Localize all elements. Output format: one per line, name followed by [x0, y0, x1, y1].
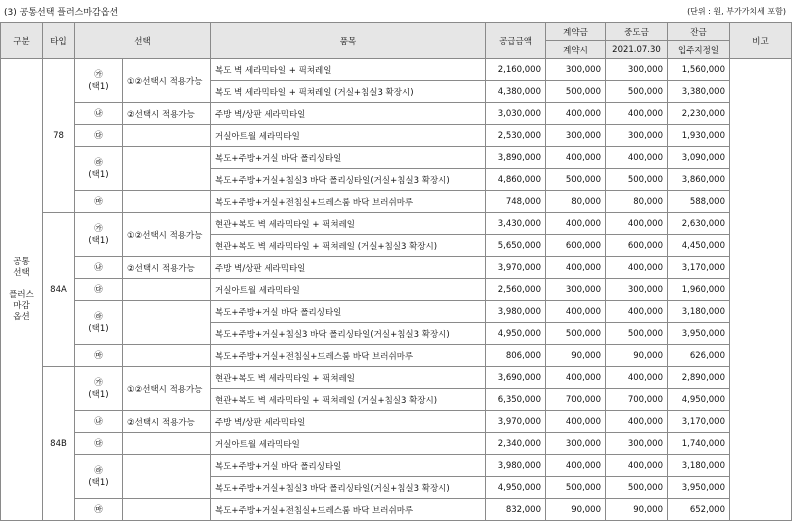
supply-amount-cell: 3,980,000 — [486, 455, 546, 477]
contract-amount-cell: 300,000 — [546, 59, 606, 81]
contract-amount-cell: 400,000 — [546, 147, 606, 169]
balance-amount-cell: 3,090,000 — [668, 147, 730, 169]
contract-amount-cell: 400,000 — [546, 257, 606, 279]
item-cell: 복도+주방+거실+전침실+드레스룸 바닥 브러쉬마루 — [211, 191, 486, 213]
option-note: ①②선택시 적용가능 — [123, 59, 211, 103]
middle-amount-cell: 600,000 — [606, 235, 668, 257]
contract-amount-cell: 500,000 — [546, 477, 606, 499]
option-ma — [75, 191, 123, 213]
balance-amount-cell: 1,740,000 — [668, 433, 730, 455]
item-cell: 복도 벽 세라믹타일 + 픽쳐레일 — [211, 59, 486, 81]
middle-amount-cell: 500,000 — [606, 169, 668, 191]
middle-amount-cell: 400,000 — [606, 367, 668, 389]
supply-amount-cell: 4,950,000 — [486, 323, 546, 345]
supply-amount-cell: 2,530,000 — [486, 125, 546, 147]
item-cell: 현관+복도 벽 세라믹타일 + 픽쳐레일 — [211, 367, 486, 389]
item-cell: 복도+주방+거실+침실3 바닥 폴리싱타일(거실+침실3 확장시) — [211, 169, 486, 191]
option-symbol: ㉮ — [94, 223, 103, 234]
option-ra — [75, 147, 123, 191]
contract-amount-cell: 90,000 — [546, 345, 606, 367]
supply-amount-cell: 4,860,000 — [486, 169, 546, 191]
col-header-middle-sub: 2021.07.30 — [606, 41, 668, 59]
balance-amount-cell: 652,000 — [668, 499, 730, 521]
option-note: ②선택시 적용가능 — [123, 411, 211, 433]
table-title: (3) 공통선택 플러스마감옵션 — [4, 8, 119, 18]
col-header-item: 품목 — [211, 23, 486, 59]
middle-amount-cell: 300,000 — [606, 125, 668, 147]
supply-amount-cell: 3,690,000 — [486, 367, 546, 389]
page-header — [0, 0, 792, 22]
option-note-empty — [123, 455, 211, 499]
balance-amount-cell: 3,950,000 — [668, 323, 730, 345]
supply-amount-cell: 3,430,000 — [486, 213, 546, 235]
option-ga — [75, 59, 123, 103]
option-note-empty — [123, 433, 211, 455]
option-symbol: ㉮ — [94, 69, 103, 80]
contract-amount-cell: 400,000 — [546, 213, 606, 235]
option-note-empty — [123, 301, 211, 345]
col-header-contract-sub: 계약시 — [546, 41, 606, 59]
option-note: ①②선택시 적용가능 — [123, 367, 211, 411]
col-header-contract: 계약금 — [546, 23, 606, 41]
option-symbol: ㉯ — [94, 262, 103, 273]
balance-amount-cell: 3,950,000 — [668, 477, 730, 499]
table-row — [1, 367, 792, 389]
middle-amount-cell: 400,000 — [606, 301, 668, 323]
table-row — [1, 257, 792, 279]
supply-amount-cell: 3,970,000 — [486, 257, 546, 279]
option-choice-count: (택1) — [88, 235, 109, 246]
category-label-line: 옵션 — [13, 311, 30, 322]
item-cell: 현관+복도 벽 세라믹타일 + 픽쳐레일 — [211, 213, 486, 235]
balance-amount-cell: 3,860,000 — [668, 169, 730, 191]
table-row — [1, 59, 792, 81]
table-row — [1, 411, 792, 433]
middle-amount-cell: 400,000 — [606, 147, 668, 169]
option-ga — [75, 367, 123, 411]
option-symbol: ㉲ — [94, 196, 103, 207]
option-note-empty — [123, 345, 211, 367]
col-header-remark: 비고 — [730, 23, 792, 59]
category-label-line: 공통 — [13, 256, 30, 267]
table-row — [1, 499, 792, 521]
option-symbol: ㉰ — [94, 284, 103, 295]
item-cell: 주방 벽/상판 세라믹타일 — [211, 257, 486, 279]
middle-amount-cell: 80,000 — [606, 191, 668, 213]
option-note-empty — [123, 147, 211, 191]
option-symbol: ㉱ — [94, 465, 103, 476]
option-choice-count: (택1) — [88, 323, 109, 334]
category-label-line: 플러스 — [9, 289, 34, 300]
option-na — [75, 257, 123, 279]
balance-amount-cell: 2,890,000 — [668, 367, 730, 389]
options-table — [0, 22, 792, 521]
option-note-empty — [123, 125, 211, 147]
middle-amount-cell: 400,000 — [606, 103, 668, 125]
supply-amount-cell: 3,970,000 — [486, 411, 546, 433]
item-cell: 복도+주방+거실 바닥 폴리싱타일 — [211, 147, 486, 169]
supply-amount-cell: 6,350,000 — [486, 389, 546, 411]
category-cell — [1, 59, 43, 521]
supply-amount-cell: 4,950,000 — [486, 477, 546, 499]
balance-amount-cell: 2,230,000 — [668, 103, 730, 125]
item-cell: 복도+주방+거실+전침실+드레스룸 바닥 브러쉬마루 — [211, 499, 486, 521]
supply-amount-cell: 2,340,000 — [486, 433, 546, 455]
option-ma — [75, 499, 123, 521]
option-symbol: ㉰ — [94, 130, 103, 141]
balance-amount-cell: 4,450,000 — [668, 235, 730, 257]
option-symbol: ㉯ — [94, 108, 103, 119]
option-symbol: ㉯ — [94, 416, 103, 427]
option-note-empty — [123, 191, 211, 213]
type-cell: 78 — [43, 59, 75, 213]
table-row — [1, 103, 792, 125]
balance-amount-cell: 626,000 — [668, 345, 730, 367]
table-row — [1, 433, 792, 455]
item-cell: 복도+주방+거실 바닥 폴리싱타일 — [211, 455, 486, 477]
type-cell: 84B — [43, 367, 75, 521]
middle-amount-cell: 300,000 — [606, 59, 668, 81]
supply-amount-cell: 3,030,000 — [486, 103, 546, 125]
table-row — [1, 279, 792, 301]
middle-amount-cell: 300,000 — [606, 433, 668, 455]
balance-amount-cell: 2,630,000 — [668, 213, 730, 235]
category-label-line — [1, 279, 42, 290]
item-cell: 주방 벽/상판 세라믹타일 — [211, 411, 486, 433]
table-row — [1, 191, 792, 213]
contract-amount-cell: 300,000 — [546, 433, 606, 455]
contract-amount-cell: 400,000 — [546, 301, 606, 323]
col-header-supply: 공급금액 — [486, 23, 546, 59]
contract-amount-cell: 700,000 — [546, 389, 606, 411]
option-note-empty — [123, 279, 211, 301]
supply-amount-cell: 748,000 — [486, 191, 546, 213]
supply-amount-cell: 3,890,000 — [486, 147, 546, 169]
option-symbol: ㉱ — [94, 157, 103, 168]
balance-amount-cell: 588,000 — [668, 191, 730, 213]
item-cell: 복도+주방+거실+침실3 바닥 폴리싱타일(거실+침실3 확장시) — [211, 477, 486, 499]
col-header-select: 선택 — [75, 23, 211, 59]
option-choice-count: (택1) — [88, 389, 109, 400]
balance-amount-cell: 3,180,000 — [668, 301, 730, 323]
contract-amount-cell: 400,000 — [546, 103, 606, 125]
option-na — [75, 411, 123, 433]
option-ra — [75, 455, 123, 499]
supply-amount-cell: 832,000 — [486, 499, 546, 521]
contract-amount-cell: 400,000 — [546, 455, 606, 477]
middle-amount-cell: 500,000 — [606, 477, 668, 499]
supply-amount-cell: 4,380,000 — [486, 81, 546, 103]
contract-amount-cell: 600,000 — [546, 235, 606, 257]
item-cell: 거실아트월 세라믹타일 — [211, 125, 486, 147]
middle-amount-cell: 400,000 — [606, 455, 668, 477]
middle-amount-cell: 500,000 — [606, 81, 668, 103]
supply-amount-cell: 806,000 — [486, 345, 546, 367]
table-row — [1, 345, 792, 367]
option-ra — [75, 301, 123, 345]
option-note: ②선택시 적용가능 — [123, 257, 211, 279]
supply-amount-cell: 3,980,000 — [486, 301, 546, 323]
option-choice-count: (택1) — [88, 81, 109, 92]
table-row — [1, 455, 792, 477]
option-symbol: ㉲ — [94, 504, 103, 515]
option-na — [75, 103, 123, 125]
balance-amount-cell: 1,560,000 — [668, 59, 730, 81]
item-cell: 주방 벽/상판 세라믹타일 — [211, 103, 486, 125]
balance-amount-cell: 1,960,000 — [668, 279, 730, 301]
remark-cell — [730, 59, 792, 521]
col-header-gubun: 구분 — [1, 23, 43, 59]
option-note: ②선택시 적용가능 — [123, 103, 211, 125]
table-body — [1, 59, 792, 521]
option-symbol: ㉮ — [94, 377, 103, 388]
option-ma — [75, 345, 123, 367]
category-label-line: 마감 — [13, 300, 30, 311]
option-note: ①②선택시 적용가능 — [123, 213, 211, 257]
table-row — [1, 147, 792, 169]
option-ga — [75, 213, 123, 257]
option-symbol: ㉲ — [94, 350, 103, 361]
item-cell: 거실아트월 세라믹타일 — [211, 433, 486, 455]
contract-amount-cell: 500,000 — [546, 169, 606, 191]
option-choice-count: (택1) — [88, 477, 109, 488]
balance-amount-cell: 3,180,000 — [668, 455, 730, 477]
middle-amount-cell: 400,000 — [606, 411, 668, 433]
item-cell: 거실아트월 세라믹타일 — [211, 279, 486, 301]
contract-amount-cell: 90,000 — [546, 499, 606, 521]
col-header-balance-sub: 입주지정일 — [668, 41, 730, 59]
type-cell: 84A — [43, 213, 75, 367]
middle-amount-cell: 400,000 — [606, 257, 668, 279]
middle-amount-cell: 90,000 — [606, 499, 668, 521]
balance-amount-cell: 1,930,000 — [668, 125, 730, 147]
table-row — [1, 213, 792, 235]
supply-amount-cell: 2,160,000 — [486, 59, 546, 81]
col-header-balance: 잔금 — [668, 23, 730, 41]
middle-amount-cell: 300,000 — [606, 279, 668, 301]
balance-amount-cell: 3,170,000 — [668, 411, 730, 433]
table-row — [1, 125, 792, 147]
contract-amount-cell: 300,000 — [546, 279, 606, 301]
middle-amount-cell: 500,000 — [606, 323, 668, 345]
balance-amount-cell: 3,380,000 — [668, 81, 730, 103]
contract-amount-cell: 300,000 — [546, 125, 606, 147]
middle-amount-cell: 700,000 — [606, 389, 668, 411]
item-cell: 복도+주방+거실 바닥 폴리싱타일 — [211, 301, 486, 323]
contract-amount-cell: 80,000 — [546, 191, 606, 213]
category-label-line: 선택 — [13, 267, 30, 278]
option-symbol: ㉱ — [94, 311, 103, 322]
middle-amount-cell: 400,000 — [606, 213, 668, 235]
table-row — [1, 301, 792, 323]
option-note-empty — [123, 499, 211, 521]
item-cell: 복도+주방+거실+전침실+드레스룸 바닥 브러쉬마루 — [211, 345, 486, 367]
option-symbol: ㉰ — [94, 438, 103, 449]
contract-amount-cell: 400,000 — [546, 367, 606, 389]
item-cell: 복도 벽 세라믹타일 + 픽쳐레일 (거실+침실3 확장시) — [211, 81, 486, 103]
supply-amount-cell: 2,560,000 — [486, 279, 546, 301]
middle-amount-cell: 90,000 — [606, 345, 668, 367]
item-cell: 현관+복도 벽 세라믹타일 + 픽쳐레일 (거실+침실3 확장시) — [211, 389, 486, 411]
col-header-middle: 중도금 — [606, 23, 668, 41]
option-da — [75, 279, 123, 301]
option-da — [75, 433, 123, 455]
item-cell: 현관+복도 벽 세라믹타일 + 픽쳐레일 (거실+침실3 확장시) — [211, 235, 486, 257]
contract-amount-cell: 500,000 — [546, 81, 606, 103]
contract-amount-cell: 400,000 — [546, 411, 606, 433]
balance-amount-cell: 3,170,000 — [668, 257, 730, 279]
option-da — [75, 125, 123, 147]
option-choice-count: (택1) — [88, 169, 109, 180]
col-header-type: 타입 — [43, 23, 75, 59]
unit-note: (단위 : 원, 부가가치세 포함) — [687, 7, 786, 16]
item-cell: 복도+주방+거실+침실3 바닥 폴리싱타일(거실+침실3 확장시) — [211, 323, 486, 345]
balance-amount-cell: 4,950,000 — [668, 389, 730, 411]
supply-amount-cell: 5,650,000 — [486, 235, 546, 257]
contract-amount-cell: 500,000 — [546, 323, 606, 345]
